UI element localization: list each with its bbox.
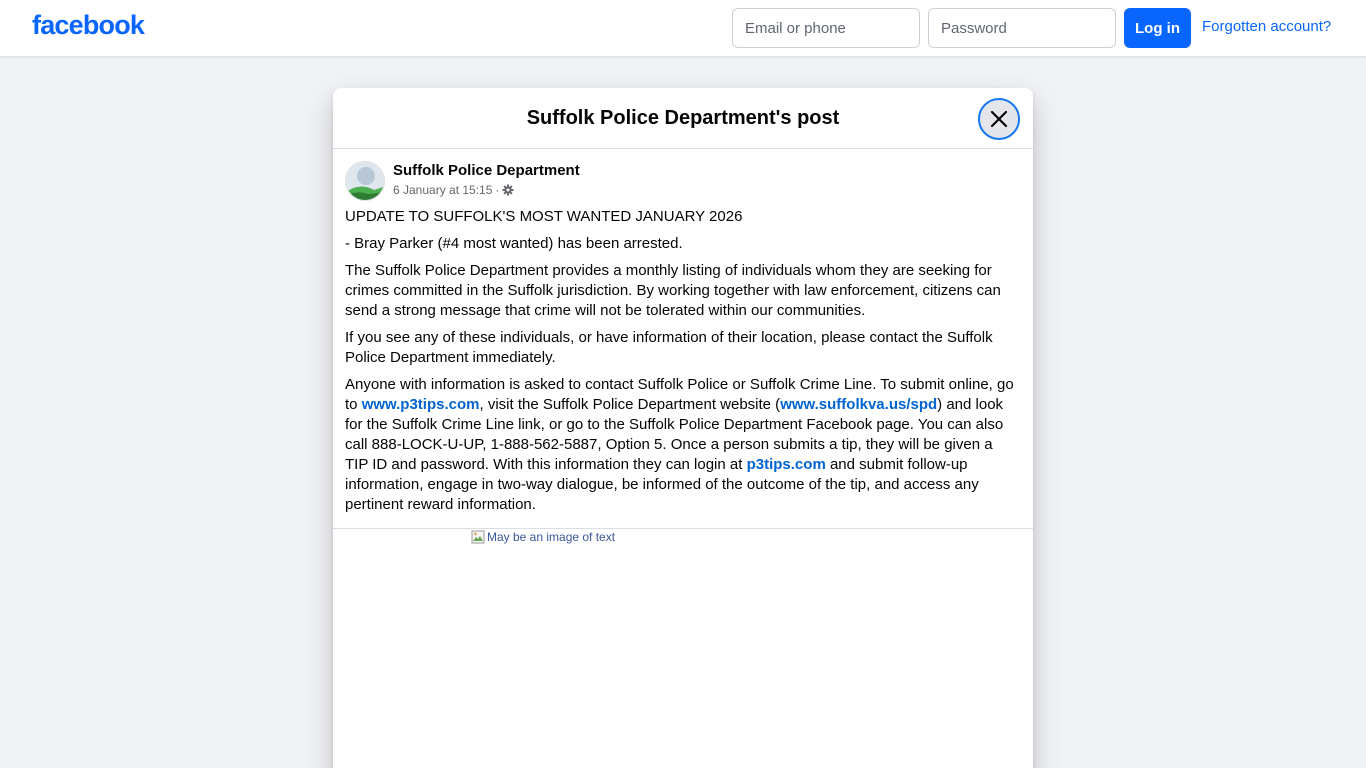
close-icon [990,110,1008,128]
post-image-alt: May be an image of text [487,530,616,544]
facebook-logo[interactable]: facebook [32,10,145,40]
post-paragraph: UPDATE TO SUFFOLK'S MOST WANTED JANUARY 2026 [345,208,743,225]
page-avatar[interactable] [345,161,385,201]
suffolkva-link[interactable]: www.suffolkva.us/spd [780,396,938,413]
broken-image-icon [471,530,485,544]
post-paragraph-contact [345,375,1015,515]
forgotten-account-link[interactable]: Forgotten account? [1202,18,1332,35]
post-timestamp[interactable]: 6 January at 15:15 [393,183,493,197]
top-bar [0,0,1366,56]
post-text-segment: , visit the Suffolk Police Department website ( [479,396,781,413]
post-paragraph: - Bray Parker (#4 most wanted) has been arrested. [345,235,683,252]
post-text [345,207,1015,522]
modal-title: Suffolk Police Department's post [526,107,840,129]
post-text-segment: Anyone with information is asked to contact Suffolk Police or Suffolk Crime Line. To submit online, go to [345,376,1014,413]
page-name[interactable]: Suffolk Police Department [393,162,580,179]
email-input[interactable] [732,8,920,48]
login-button[interactable]: Log in [1124,8,1191,48]
close-button[interactable] [978,98,1020,140]
post-image[interactable] [471,530,615,544]
post-paragraph: If you see any of these individuals, or have information of their location, please contact the Suffolk Police Department immediately. [345,329,993,366]
post-paragraph: The Suffolk Police Department provides a monthly listing of individuals whom they are seeking for crimes committed in the Suffolk jurisdiction. By working together with law enforcement, citizens can send a strong message that crime will not be tolerated within our communities. [345,262,1001,319]
meta-separator: · [495,183,500,197]
post-modal [333,88,1033,768]
post-text-segment: and submit follow-up information, engage in two-way dialogue, be informed of the outcome of the tip, and access any pertinent reward information. [345,456,979,513]
divider [333,528,1033,529]
password-input[interactable] [928,8,1116,48]
modal-header [333,88,1033,149]
p3tips-link[interactable]: www.p3tips.com [361,396,480,413]
p3tips-login-link[interactable]: p3tips.com [746,456,826,473]
post-meta [393,183,514,197]
gear-icon [502,184,514,196]
post-text-segment: ) and look for the Suffolk Crime Line link, or go to the Suffolk Police Department Facebook page. You can also call 888-LOCK-U-UP, 1-888-562-5887, Option 5. Once a person submits a tip, they will be given a TIP ID and password. With this information they can login at [345,396,1004,473]
